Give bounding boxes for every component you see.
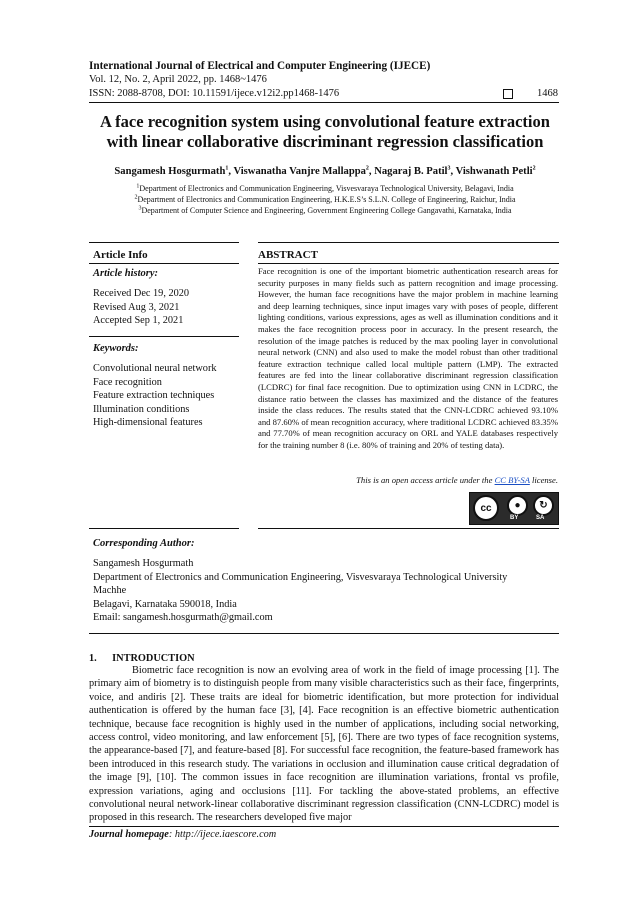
author-list [70,166,580,177]
address-line: Machhe [93,585,127,596]
affiliation: $^3$Department of Computer Science and Engineering, Government Engineering College Gangavathi, Karnataka, India [138,205,512,215]
article-history [93,287,189,328]
keyword: Feature extraction techniques [93,390,215,401]
introduction-paragraph: Biometric face recognition is now an evolving area of work in the field of image processing [1]. The primary aim of biometry is to distinguish people from many visible characteristics such as their face, fingerprints, voice, and andiris [2]. These traits are ideal for biometric identification, but more protection for individual authentication is offered by the human face [3], [4]. Face recognition is an effective biometric authentication technique, because face recognition is highly used in the number of applications, including social networking, access control, video monitoring, and law enforcement [5], [6]. There are two types of face recognition systems, the appearance-based [7], and feature-based [8]. For successful face recognition, the feature-based framework has been introduced in this research study. The variations in occlusion and illumination cause critical degradation of the image [9], [10]. The common issues in face recognition are illumination variations, frontal vs profile, expression variations, aging and occlusions [11]. For tackling the above-stated problems, an effective convolutional neural network-linear collaborative discriminant regression classification (CNN-LCDRC) model is proposed in this research. The researchers developed five major [89,665,559,824]
article-info-sub-rule [89,263,239,264]
accepted-date: Accepted Sep 1, 2021 [93,315,184,326]
introduction-heading: 1. INTRODUCTION [89,653,195,664]
journal-name: International Journal of Electrical and Computer Engineering (IJECE) [89,60,431,72]
article-info-heading: Article Info [93,249,148,261]
author: Nagaraj B. Patil$^3$, [374,165,456,177]
history-rule [89,336,239,337]
keyword: High-dimensional features [93,417,203,428]
corresponding-bottom-rule [89,633,559,634]
article-info-bottom-rule [89,528,239,529]
by-label: BY [510,515,519,521]
city-line: Belagavi, Karnataka 590018, India [93,598,237,610]
title-line: A face recognition system using convolutional feature extraction [100,112,550,131]
checkbox-square-icon [503,89,513,99]
email-line: Email: sangamesh.hosgurmath@gmail.com [93,612,273,623]
journal-homepage: Journal homepage: http://ijece.iaescore.com [89,829,277,840]
page-number: 1468 [537,88,558,99]
license-link[interactable]: CC BY-SA [494,475,530,485]
abstract-text: Face recognition is one of the important biometric authentication research areas for security purposes in many fields such as pattern recognition and image processing. However, the human face recognitions have the major problem in machine learning and deep learning techniques, since input images vary with poses of people, different lighting conditions, various expressions, ages as well as illumination conditions and it makes the face recognition process poor in accuracy. In the present research, the resolution of the image patches is reduced by the max pooling layer in convolutional neural network (CNN) and also used to make the model robust than other traditional feature extraction technique called local multiple pattern (LMP). The extracted features are fed into the linear collaborative discriminant regression classification (LCDRC) for final face recognition. Due to optimization using CNN in LCDRC, the distance ratio between the classes has maximized and the distance of the features inside the class reduces. The results stated that the CNN-LCDRC achieved 93.10% and 87.60% of mean recognition accuracy, where traditional LCDRC achieved 83.35% and 77.70% of mean recognition accuracy on ORL and YALE databases respectively for the training number 8 (i.e. 80% of training and 20% of testing data). [258,266,558,450]
article-info-top-rule [89,242,239,243]
affiliation: $^1$Department of Electronics and Communication Engineering, Visvesvaraya Technological University, Belagavi, India [136,183,514,193]
keyword: Convolutional neural network [93,363,217,374]
abstract-bottom-rule [258,528,559,529]
abstract-top-rule [258,242,559,243]
author: Viswanatha Vanjre Mallappa$^2$, [233,165,375,177]
issn-line: ISSN: 2088-8708, DOI: 10.11591/ijece.v12i2.pp1468-1476 [89,88,340,99]
page-number-block [503,88,558,99]
share-alike-icon: ↻ [533,495,554,516]
author-name: Sangamesh Hosgurmath [93,558,194,569]
paper-title [70,112,580,152]
introduction-body [89,664,559,825]
article-history-label: Article history: [93,268,159,279]
corresponding-author-details [93,557,507,625]
author: Sangamesh Hosgurmath$^1$, [114,165,234,177]
revised-date: Revised Aug 3, 2021 [93,301,180,313]
volume-line: Vol. 12, No. 2, April 2022, pp. 1468~1476 [89,74,267,85]
cc-by-sa-badge[interactable] [469,492,559,525]
license-note: This is an open access article under the CC BY-SA license. [356,475,558,485]
homepage-url[interactable]: : http://ijece.iaescore.com [168,829,277,840]
keywords-list [93,362,217,430]
attribution-person-icon: ● [507,495,528,516]
keyword: Illumination conditions [93,403,190,415]
affiliation: $^2$Department of Electronics and Communication Engineering, H.K.E.S’s S.L.N. College of Engineering, Raichur, India [134,194,516,204]
department: Department of Electronics and Communication Engineering, Visvesvaraya Technological University [93,571,508,583]
keywords-label: Keywords: [93,343,139,354]
footer-rule [89,826,559,827]
sa-label: SA [536,515,545,521]
received-date: Received Dec 19, 2020 [93,288,190,299]
abstract-heading: ABSTRACT [258,249,318,261]
corresponding-author-heading: Corresponding Author: [93,538,195,549]
header-rule [89,102,559,103]
abstract-sub-rule [258,263,559,264]
author: Vishwanath Petli$^2$ [455,165,536,177]
title-line: with linear collaborative discriminant regression classification [106,132,544,151]
keyword: Face recognition [93,376,162,388]
cc-logo-icon: cc [473,495,499,521]
